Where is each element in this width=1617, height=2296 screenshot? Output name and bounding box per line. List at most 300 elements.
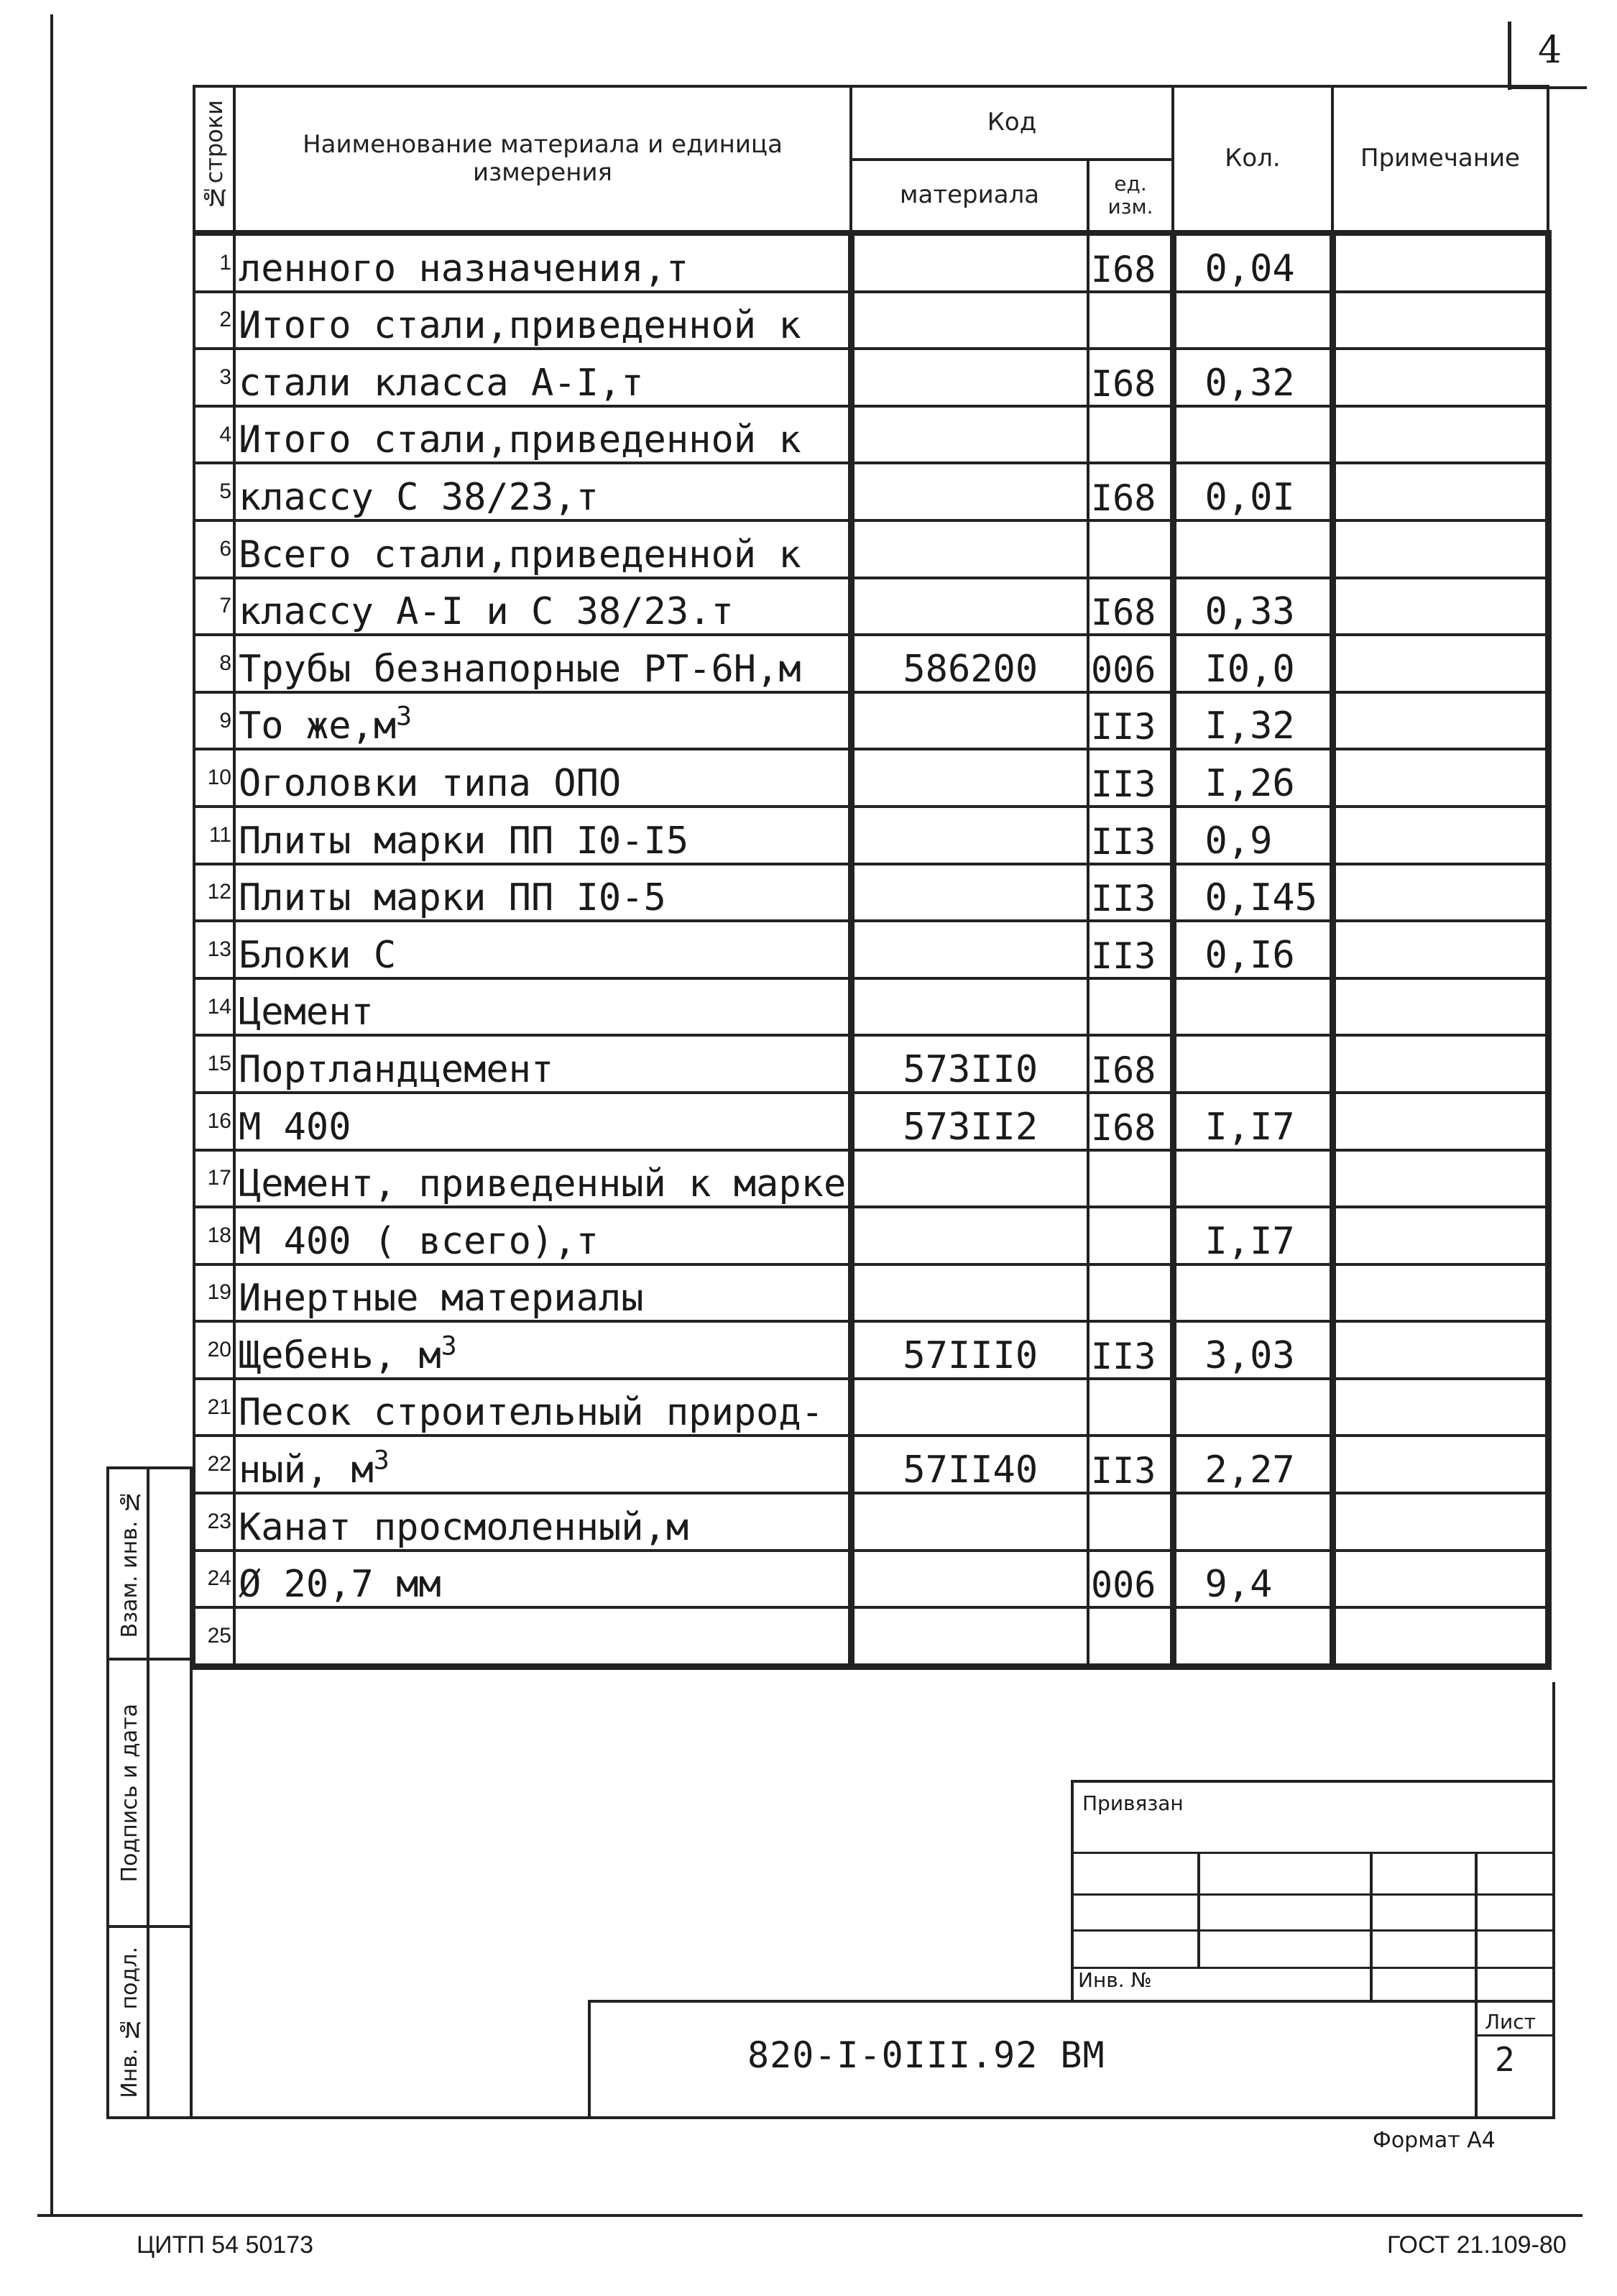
row-number (194, 1264, 234, 1322)
material-name-text: Щебень, м (239, 1333, 441, 1377)
material-name (234, 1093, 851, 1150)
material-name (234, 807, 851, 864)
row-number (194, 1607, 234, 1666)
unit-code (1088, 1607, 1173, 1666)
table-row (194, 520, 1548, 578)
stamp-row-line-2 (1071, 1893, 1554, 1896)
unit-code (1088, 1493, 1173, 1551)
material-code (851, 463, 1088, 520)
row-number (194, 1436, 234, 1493)
note (1332, 1207, 1548, 1264)
row-number-text: 21 (207, 1395, 231, 1419)
unit-code-text: 006 (1091, 648, 1156, 691)
row-number (194, 635, 234, 692)
note (1332, 749, 1548, 807)
material-name-text: То же,м (239, 704, 397, 748)
material-name-text: М 400 ( всего),т (239, 1219, 599, 1263)
row-number-text: 13 (207, 937, 231, 961)
stamp-row-line-1 (1071, 1852, 1554, 1854)
quantity (1173, 520, 1332, 578)
table-row (194, 749, 1548, 807)
row-number-text: 8 (219, 651, 231, 675)
material-code (851, 292, 1088, 349)
material-name (234, 635, 851, 692)
material-name (234, 1493, 851, 1551)
material-code (851, 1321, 1088, 1379)
material-code-text: 57III0 (903, 1333, 1038, 1377)
unit-code (1088, 864, 1173, 922)
row-number (194, 1035, 234, 1093)
material-code (851, 1093, 1088, 1150)
row-number-text: 10 (207, 766, 231, 790)
note (1332, 635, 1548, 692)
material-name (234, 978, 851, 1036)
unit-code (1088, 1551, 1173, 1608)
header-code-group: Код (851, 86, 1173, 160)
row-number-text: 12 (207, 880, 231, 904)
material-name-text: Канат просмоленный,м (239, 1505, 689, 1549)
material-code (851, 921, 1088, 978)
material-code (851, 349, 1088, 406)
quantity-text: 0,33 (1204, 590, 1295, 634)
row-number-text: 14 (207, 994, 231, 1019)
quantity (1173, 978, 1332, 1036)
unit-code-text: II3 (1091, 763, 1156, 805)
material-name (234, 463, 851, 520)
header-row-number: №строки (194, 86, 234, 233)
note (1332, 1379, 1548, 1436)
quantity (1173, 1264, 1332, 1322)
material-name (234, 578, 851, 635)
note (1332, 1436, 1548, 1493)
row-number-text: 1 (219, 250, 231, 275)
note (1332, 978, 1548, 1036)
inv-podl-label: Инв. № подл. (116, 1946, 142, 2098)
quantity (1173, 807, 1332, 864)
table-row (194, 349, 1548, 406)
row-number-text: 17 (207, 1166, 231, 1190)
material-code (851, 978, 1088, 1036)
quantity-text: 0,I45 (1204, 876, 1318, 920)
quantity (1173, 1035, 1332, 1093)
unit-code (1088, 520, 1173, 578)
note (1332, 1607, 1548, 1666)
note (1332, 349, 1548, 406)
row-number (194, 978, 234, 1036)
quantity-text: I,32 (1204, 704, 1295, 748)
sheet-label: Лист (1485, 2010, 1536, 2034)
row-number-text: 11 (208, 822, 231, 847)
material-name-text: Плиты марки ПП I0-5 (239, 876, 666, 920)
material-code (851, 578, 1088, 635)
unit-code-text: II3 (1091, 935, 1156, 977)
inv-no-label: Инв. № (1078, 1968, 1152, 1992)
note (1332, 233, 1548, 292)
side-stamp-inv-podl (106, 1925, 193, 2119)
table-row (194, 292, 1548, 349)
note (1332, 1150, 1548, 1208)
material-name (234, 1264, 851, 1322)
note (1332, 1321, 1548, 1379)
material-name-text: Цемент (239, 991, 374, 1034)
material-name-text: Ø 20,7 мм (239, 1563, 441, 1607)
unit-code (1088, 292, 1173, 349)
material-code (851, 406, 1088, 464)
table-row (194, 921, 1548, 978)
material-name-text: Итого стали,приведенной к (239, 418, 801, 462)
title-region-left (190, 1682, 193, 2119)
material-code (851, 1551, 1088, 1608)
table-row (194, 1551, 1548, 1608)
side-column-divider (147, 1466, 149, 2119)
quantity (1173, 864, 1332, 922)
table-row (194, 1264, 1548, 1322)
material-name (234, 1035, 851, 1093)
unit-code (1088, 1321, 1173, 1379)
row-number (194, 1093, 234, 1150)
material-code (851, 1207, 1088, 1264)
material-code (851, 520, 1088, 578)
table-row (194, 233, 1548, 292)
quantity (1173, 1607, 1332, 1666)
material-name (234, 1551, 851, 1608)
quantity-text: I,26 (1204, 761, 1295, 805)
superscript: 3 (396, 701, 413, 733)
quantity-text: 2,27 (1204, 1448, 1295, 1492)
row-number (194, 1150, 234, 1208)
doc-code-box-top (588, 2000, 1555, 2003)
stamp-box-top (1071, 1780, 1554, 1783)
unit-code-text: II3 (1091, 706, 1156, 748)
quantity (1173, 1436, 1332, 1493)
quantity (1173, 233, 1332, 292)
unit-code (1088, 1379, 1173, 1436)
table-row (194, 463, 1548, 520)
material-code (851, 807, 1088, 864)
row-number-text: 3 (219, 364, 231, 389)
header-qty: Кол. (1173, 86, 1332, 233)
row-number (194, 406, 234, 464)
row-number-text: 25 (207, 1624, 231, 1648)
stamp-row-line-3 (1071, 1929, 1554, 1932)
unit-code (1088, 692, 1173, 750)
frame-bottom-border (37, 2214, 1583, 2217)
table-row (194, 1150, 1548, 1208)
side-stamp-podpis-data (106, 1658, 193, 1928)
note (1332, 1551, 1548, 1608)
material-code (851, 233, 1088, 292)
material-name (234, 921, 851, 978)
stamp-col-line-2 (1370, 1852, 1373, 2003)
unit-code-text: I68 (1091, 592, 1156, 634)
table-row (194, 578, 1548, 635)
row-number (194, 578, 234, 635)
quantity-text: I0,0 (1204, 647, 1295, 691)
quantity-text: 3,03 (1204, 1333, 1295, 1377)
frame-corner-mark (1508, 22, 1511, 90)
row-number-text: 23 (207, 1509, 231, 1533)
row-number (194, 692, 234, 750)
material-name-text: ленного назначения,т (239, 247, 689, 290)
note (1332, 921, 1548, 978)
title-region-bottom (190, 2116, 1555, 2119)
table-row (194, 978, 1548, 1036)
quantity (1173, 406, 1332, 464)
row-number-text: 2 (219, 308, 231, 332)
row-number (194, 292, 234, 349)
quantity (1173, 1493, 1332, 1551)
material-code (851, 1493, 1088, 1551)
row-number (194, 1551, 234, 1608)
material-name-text: стали класса А-I,т (239, 361, 644, 405)
unit-code-text: II3 (1091, 1450, 1156, 1492)
podpis-data-label: Подпись и дата (116, 1703, 142, 1883)
note (1332, 807, 1548, 864)
row-number-text: 22 (207, 1452, 231, 1477)
material-name-text: Итого стали,приведенной к (239, 304, 801, 348)
document-code: 820-I-0III.92 ВМ (747, 2034, 1105, 2076)
unit-code (1088, 978, 1173, 1036)
quantity (1173, 1150, 1332, 1208)
note (1332, 692, 1548, 750)
material-name-text: Песок строительный природ- (239, 1391, 824, 1435)
row-number (194, 520, 234, 578)
row-number-text: 20 (207, 1338, 231, 1362)
quantity-text: 0,04 (1204, 247, 1295, 290)
table-row (194, 1207, 1548, 1264)
quantity (1173, 578, 1332, 635)
note (1332, 406, 1548, 464)
material-name (234, 1207, 851, 1264)
row-number (194, 1321, 234, 1379)
material-name-text: Оголовки типа ОПО (239, 761, 622, 805)
material-name (234, 520, 851, 578)
footer-left-code: ЦИТП 54 50173 (137, 2231, 314, 2259)
material-spec-table (193, 85, 1552, 1670)
unit-code-text: I68 (1091, 1106, 1156, 1149)
sheet-box-left (1475, 2000, 1478, 2119)
material-name (234, 406, 851, 464)
quantity-text: 0,32 (1204, 361, 1295, 405)
material-name-text: Инертные материалы (239, 1277, 644, 1321)
material-name-text: Цемент, приведенный к марке (239, 1162, 847, 1206)
material-code-text: 573II2 (903, 1105, 1038, 1149)
table-row (194, 1321, 1548, 1379)
unit-code-text: I68 (1091, 1049, 1156, 1091)
row-number-text: 24 (207, 1566, 231, 1591)
quantity-text: 9,4 (1204, 1563, 1273, 1607)
note (1332, 292, 1548, 349)
material-code (851, 1607, 1088, 1666)
table-row (194, 635, 1548, 692)
note (1332, 578, 1548, 635)
row-number (194, 807, 234, 864)
unit-code-text: I68 (1091, 362, 1156, 405)
material-name (234, 692, 851, 750)
unit-code (1088, 1264, 1173, 1322)
material-name-text: классу А-I и С 38/23.т (239, 590, 734, 634)
header-name: Наименование материала и единица измерения (234, 86, 851, 233)
format-label: Формат А4 (1373, 2128, 1496, 2153)
doc-code-box-left (588, 2000, 591, 2119)
row-number-text: 5 (219, 479, 231, 504)
material-code (851, 1436, 1088, 1493)
superscript: 3 (373, 1444, 390, 1476)
unit-code-text: II3 (1091, 1335, 1156, 1377)
quantity (1173, 292, 1332, 349)
material-code-text: 57II40 (903, 1448, 1038, 1492)
table-row (194, 1607, 1548, 1666)
unit-code (1088, 578, 1173, 635)
row-number (194, 921, 234, 978)
unit-code-text: II3 (1091, 878, 1156, 920)
quantity (1173, 1379, 1332, 1436)
note (1332, 1035, 1548, 1093)
material-code (851, 1379, 1088, 1436)
unit-code (1088, 807, 1173, 864)
material-name-text: Всего стали,приведенной к (239, 533, 801, 577)
unit-code (1088, 921, 1173, 978)
unit-code (1088, 1093, 1173, 1150)
unit-code (1088, 1035, 1173, 1093)
material-name (234, 1150, 851, 1208)
material-code (851, 749, 1088, 807)
table-body (194, 233, 1548, 1666)
table-row (194, 1379, 1548, 1436)
material-name-text: Трубы безнапорные РТ-6Н,м (239, 647, 801, 691)
material-name (234, 749, 851, 807)
quantity (1173, 463, 1332, 520)
footer-gost: ГОСТ 21.109-80 (1387, 2231, 1567, 2259)
unit-code (1088, 349, 1173, 406)
row-number (194, 349, 234, 406)
material-name (234, 292, 851, 349)
row-number (194, 1207, 234, 1264)
row-number (194, 1379, 234, 1436)
material-name-text: Плиты марки ПП I0-I5 (239, 819, 689, 863)
note (1332, 463, 1548, 520)
unit-code (1088, 463, 1173, 520)
side-stamp-vzam-inv (106, 1466, 193, 1661)
quantity (1173, 1551, 1332, 1608)
material-name (234, 1321, 851, 1379)
title-region-right (1552, 1682, 1555, 2119)
table-row (194, 1035, 1548, 1093)
material-name-text: М 400 (239, 1105, 351, 1149)
material-code (851, 692, 1088, 750)
table-row (194, 1436, 1548, 1493)
sheet-number: 2 (1495, 2040, 1515, 2079)
unit-code (1088, 1436, 1173, 1493)
row-number-text: 7 (219, 594, 231, 618)
material-name (234, 233, 851, 292)
material-code-text: 586200 (903, 647, 1038, 691)
material-name (234, 1379, 851, 1436)
row-number (194, 233, 234, 292)
material-name-text: ный, м (239, 1448, 374, 1492)
header-unit-code: ед. изм. (1088, 160, 1173, 233)
row-number-text: 6 (219, 536, 231, 561)
header-note: Примечание (1332, 86, 1548, 233)
material-code-text: 573II0 (903, 1047, 1038, 1091)
material-name (234, 349, 851, 406)
stamp-col-line-1 (1197, 1852, 1200, 1967)
row-number (194, 463, 234, 520)
stamp-col-line-3 (1475, 1852, 1478, 2003)
row-number-text: 15 (207, 1052, 231, 1076)
unit-code-text: I68 (1091, 248, 1156, 290)
quantity-text: 0,9 (1204, 819, 1273, 863)
row-number-text: 18 (207, 1223, 231, 1247)
row-number-text: 16 (207, 1108, 231, 1133)
note (1332, 1493, 1548, 1551)
unit-code (1088, 635, 1173, 692)
stamp-box-left (1071, 1780, 1074, 2003)
unit-code (1088, 749, 1173, 807)
row-number (194, 864, 234, 922)
unit-code (1088, 1150, 1173, 1208)
table-row (194, 1493, 1548, 1551)
note (1332, 1093, 1548, 1150)
quantity (1173, 349, 1332, 406)
table-row (194, 864, 1548, 922)
note (1332, 864, 1548, 922)
row-number (194, 1493, 234, 1551)
unit-code (1088, 406, 1173, 464)
quantity (1173, 635, 1332, 692)
material-code (851, 1264, 1088, 1322)
quantity (1173, 1321, 1332, 1379)
material-code (851, 864, 1088, 922)
frame-left-border (50, 14, 53, 2214)
note (1332, 520, 1548, 578)
table-row (194, 807, 1548, 864)
quantity (1173, 692, 1332, 750)
quantity (1173, 1207, 1332, 1264)
note (1332, 1264, 1548, 1322)
quantity (1173, 749, 1332, 807)
sheet-box-divider (1475, 2034, 1555, 2036)
quantity (1173, 921, 1332, 978)
vzam-inv-label: Взам. инв. № (116, 1489, 142, 1638)
unit-code (1088, 1207, 1173, 1264)
material-name-text: классу С 38/23,т (239, 475, 599, 519)
table-row (194, 406, 1548, 464)
row-number-text: 19 (207, 1280, 231, 1305)
quantity (1173, 1093, 1332, 1150)
quantity-text: I,I7 (1204, 1219, 1295, 1263)
material-name (234, 864, 851, 922)
unit-code-text: II3 (1091, 820, 1156, 863)
quantity-text: I,I7 (1204, 1105, 1295, 1149)
material-name-text: Портландцемент (239, 1047, 554, 1091)
material-name (234, 1436, 851, 1493)
material-name (234, 1607, 851, 1666)
privyazan-label: Привязан (1082, 1791, 1184, 1815)
material-code (851, 635, 1088, 692)
unit-code-text: I68 (1091, 477, 1156, 519)
page-corner-number: 4 (1538, 29, 1562, 72)
superscript: 3 (441, 1330, 457, 1361)
quantity-text: 0,I6 (1204, 933, 1295, 977)
row-number (194, 749, 234, 807)
table-row (194, 692, 1548, 750)
material-code (851, 1150, 1088, 1208)
material-code (851, 1035, 1088, 1093)
material-name-text: Блоки С (239, 933, 397, 977)
quantity-text: 0,0I (1204, 475, 1295, 519)
header-material-code: материала (851, 160, 1088, 233)
